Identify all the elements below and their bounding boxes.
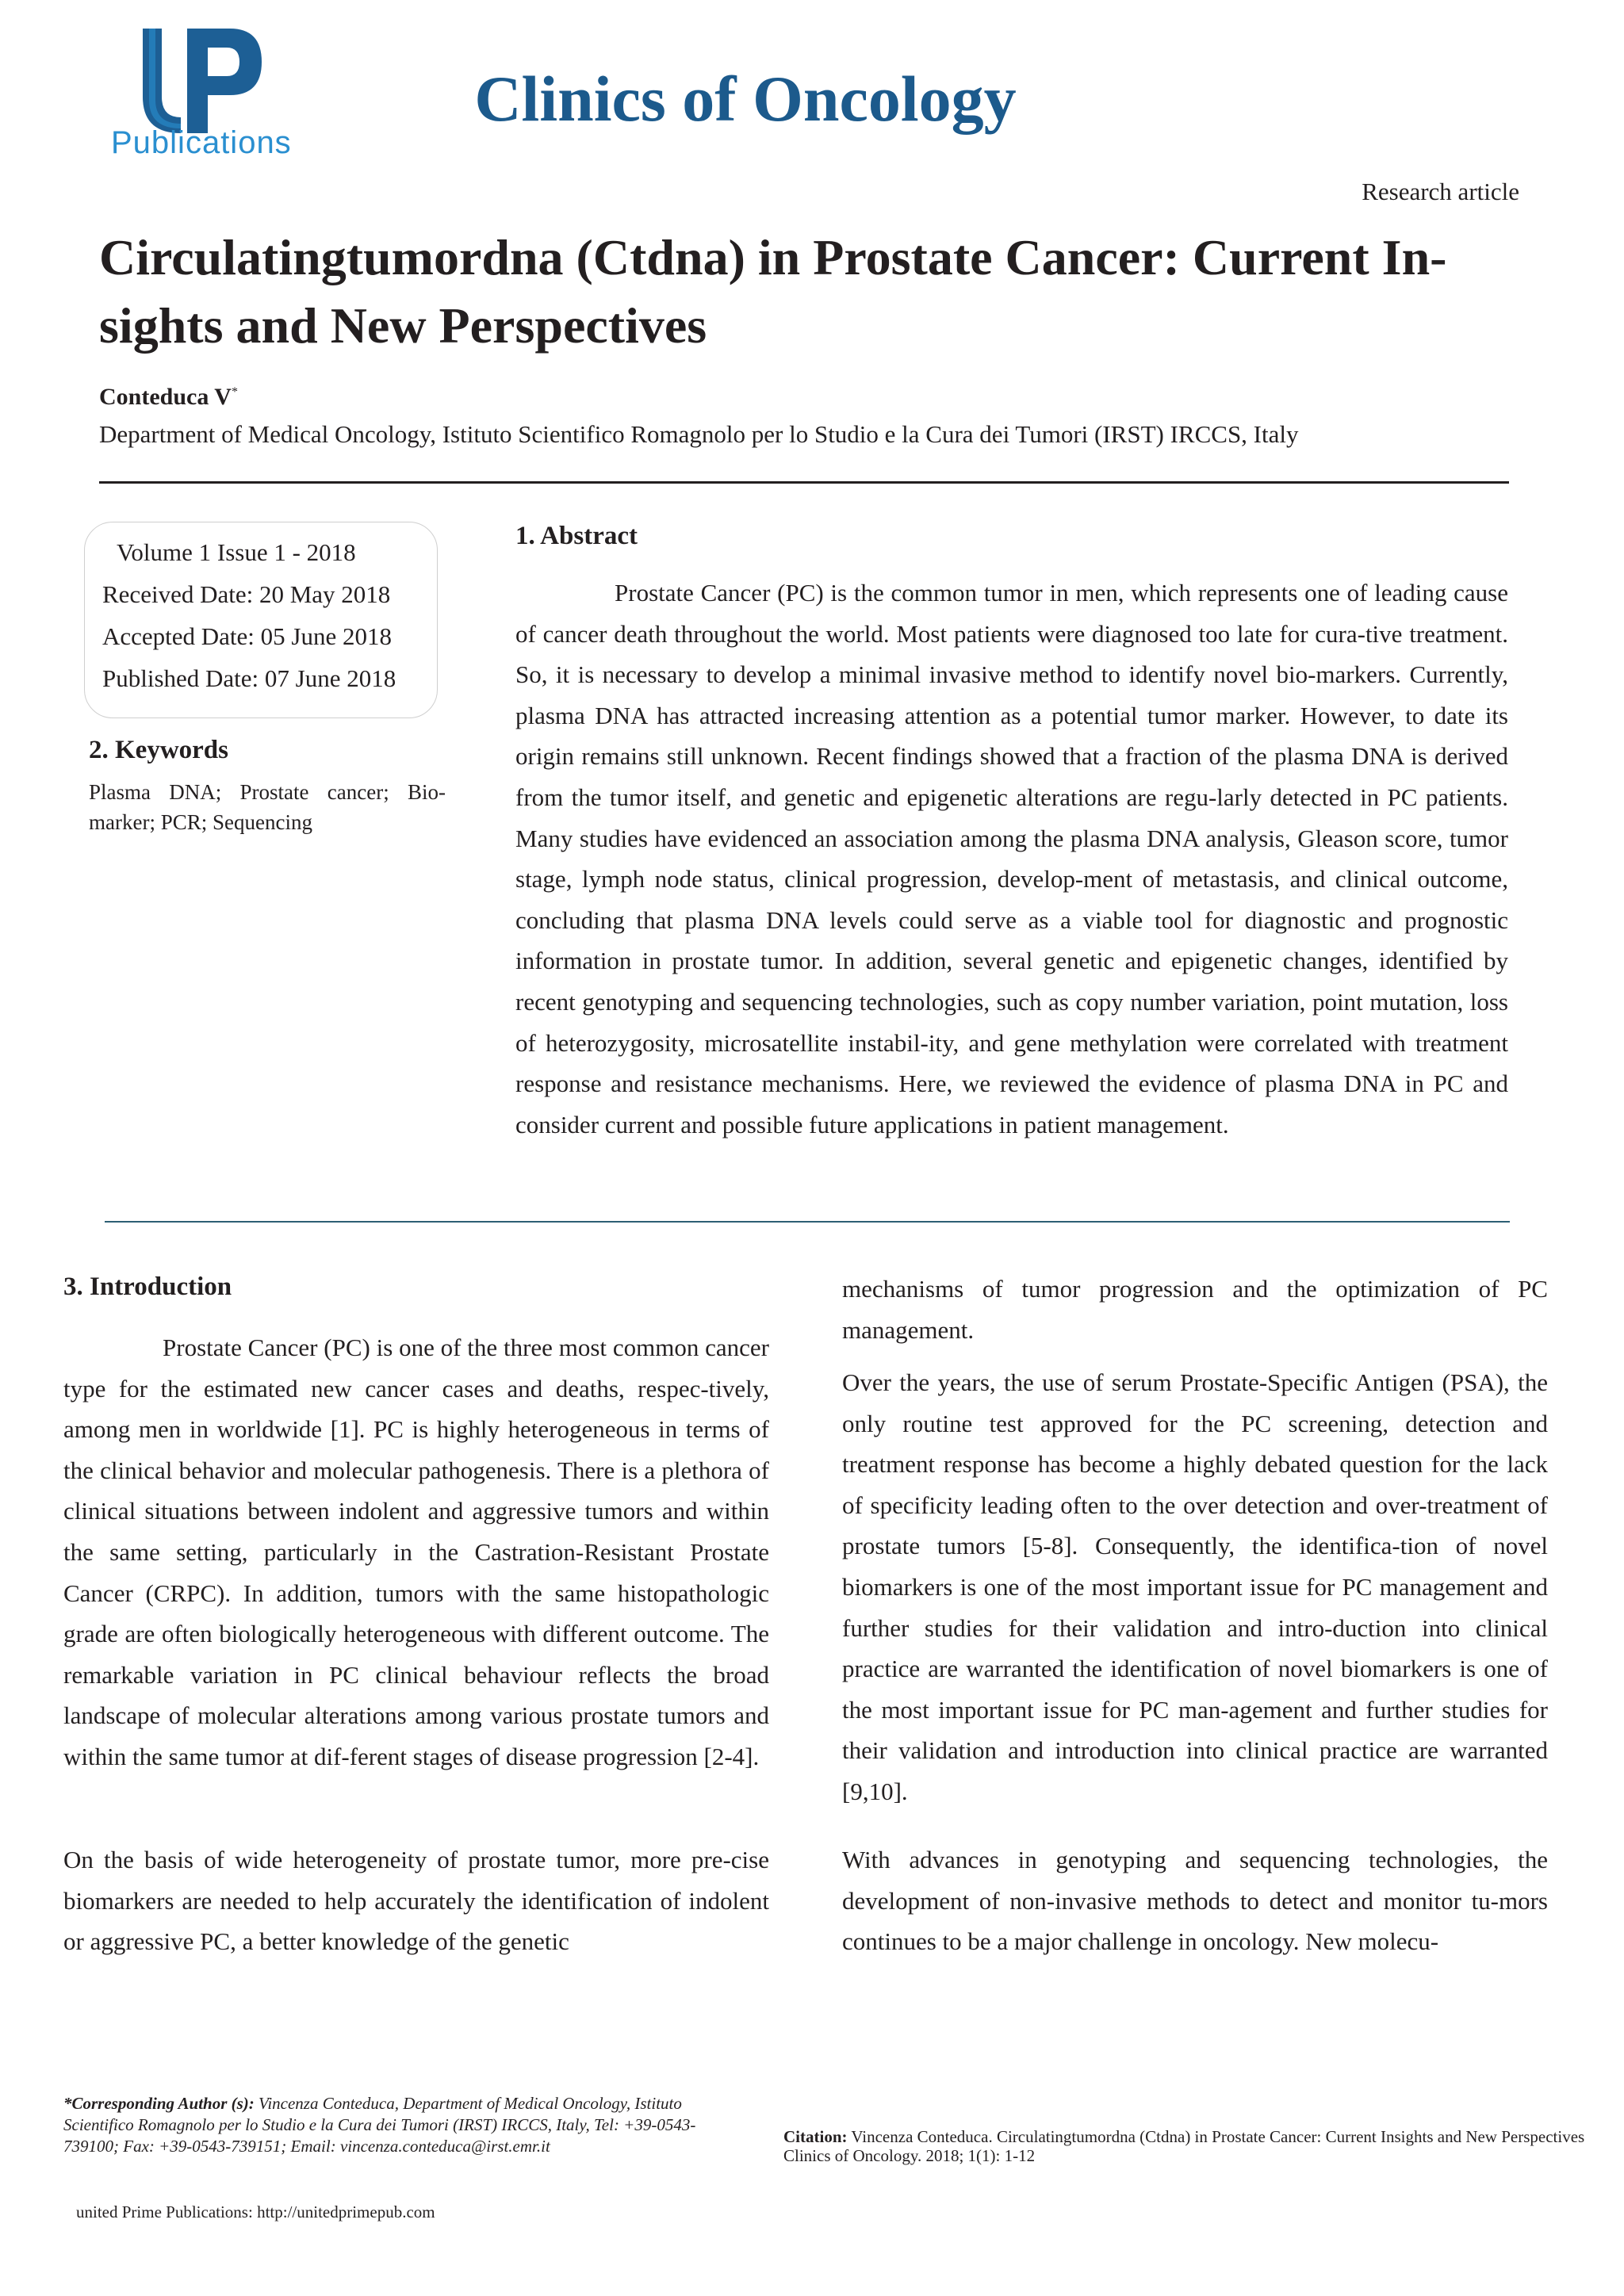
journal-title: Clinics of Oncology xyxy=(474,63,1017,135)
volume-issue: Volume 1 Issue 1 - 2018 xyxy=(117,538,356,566)
author-name: Conteduca V xyxy=(99,384,232,410)
introduction-heading: 3. Introduction xyxy=(63,1272,232,1301)
author-mark: * xyxy=(231,385,238,399)
section-divider xyxy=(105,1221,1510,1223)
paper-title: Circulatingtumordna (Ctdna) in Prostate Cancer: Current In-sights and New Perspectives xyxy=(99,229,1447,354)
accepted-date: Accepted Date: 05 June 2018 xyxy=(102,622,392,650)
published-date: Published Date: 07 June 2018 xyxy=(102,664,396,692)
intro-right-paragraph-3: With advances in genotyping and sequencing technologies, the development of non-invasive methods to detect and monitor tu-mors continues to be a major challenge in oncology. New molecu- xyxy=(842,1846,1548,1956)
received-date: Received Date: 20 May 2018 xyxy=(102,580,391,608)
keywords-heading: 2. Keywords xyxy=(89,736,228,764)
citation-text: Vincenza Conteduca. Circulatingtumordna (Ctdna) in Prostate Cancer: Current Insights and New Perspectives Clinics of Oncology. 2018; 1(1): 1-12 xyxy=(783,2127,1585,2165)
intro-left-paragraph-1: Prostate Cancer (PC) is one of the three most common cancer type for the estimated new cancer cases and deaths, respec-tively, among men in worldwide [1]. PC is highly heterogeneous in terms of the clinical behavior and molecular pathogenesis. There is a plethora of clinical situations between indolent and aggressive tumors and within the same setting, particularly in the Castration-Resistant Prostate Cancer (CRPC). In addition, tumors with the same histopathologic grade are often biologically heterogeneous with different outcome. The remarkable variation in PC clinical behaviour reflects the broad landscape of molecular alterations among various prostate tumors and within the same tumor at dif-ferent stages of disease progression [2-4]. xyxy=(63,1334,769,1770)
article-info-box xyxy=(84,522,438,718)
publisher-footer: united Prime Publications: http://unitedprimepub.com xyxy=(76,2202,435,2221)
author-line xyxy=(99,384,238,411)
abstract-text: Prostate Cancer (PC) is the common tumor in men, which represents one of leading cause of cancer death throughout the world. Most patients were diagnosed too late for cura-tive treatment. So, it is necessary to develop a minimal invasive method to identify novel bio-markers. Currently, plasma DNA has attracted increasing attention as a potential tumor marker. However, to date its origin remains still unknown. Recent findings showed that a fraction of the plasma DNA is derived from the tumor itself, and genetic and epigenetic alterations are regu-larly detected in PC patients. Many studies have evidenced an association among the plasma DNA analysis, Gleason score, tumor stage, lymph node status, clinical progression, develop-ment of metastasis, and clinical outcome, concluding that plasma DNA levels could serve as a viable tool for diagnostic and prognostic information in prostate tumor. In addition, several genetic and epigenetic changes, identified by recent genotyping and sequencing technologies, such as copy number variation, point mutation, loss of heterozygosity, microsatellite instabil-ity, and gene methylation were correlated with treatment response and resistance mechanisms. Here, we reviewed the evidence of plasma DNA in PC and consider current and possible future applications in patient management. xyxy=(515,579,1508,1138)
intro-right-paragraph-1: mechanisms of tumor progression and the optimization of PC management. xyxy=(842,1275,1548,1344)
header-divider xyxy=(99,481,1509,484)
corresponding-author-text: Vincenza Conteduca, Department of Medical Oncology, Istituto Scientifico Romagnolo per lo Studio e la Cura dei Tumori (IRST) IRCCS, Italy, Tel: +39-0543-739100; Fax: +39-0543-739151; Email: vincenza.conteduca@irst.emr.it xyxy=(63,2094,696,2156)
logo-text: Publications xyxy=(111,125,292,160)
article-type: Research article xyxy=(1362,178,1519,205)
intro-right-paragraph-2: Over the years, the use of serum Prostate-Specific Antigen (PSA), the only routine test approved for the PC screening, detection and treatment response has become a highly debated question for the lack of specificity leading often to the over detection and over-treatment of prostate tumors [5-8]. Consequently, the identifica-tion of novel biomarkers is one of the most important issue for PC management and further studies for their validation and intro-duction into clinical practice are warranted the identification of novel biomarkers is one of the most important issue for PC man-agement and further studies for their validation and introduction into clinical practice are warranted [9,10]. xyxy=(842,1368,1548,1805)
corresponding-author-label: *Corresponding Author (s): xyxy=(63,2094,255,2113)
corresponding-author xyxy=(63,2093,745,2157)
abstract-heading: 1. Abstract xyxy=(515,522,638,550)
affiliation: Department of Medical Oncology, Istituto Scientifico Romagnolo per lo Studio e la Cura dei Tumori (IRST) IRCCS, Italy xyxy=(99,420,1299,448)
citation xyxy=(783,2127,1608,2165)
intro-left-paragraph-2: On the basis of wide heterogeneity of prostate tumor, more pre-cise biomarkers are needed to help accurately the identification of indolent or aggressive PC, a better knowledge of the genetic xyxy=(63,1846,769,1956)
keywords-text: Plasma DNA; Prostate cancer; Bio-marker; PCR; Sequencing xyxy=(89,780,446,834)
citation-label: Citation: xyxy=(783,2127,848,2146)
